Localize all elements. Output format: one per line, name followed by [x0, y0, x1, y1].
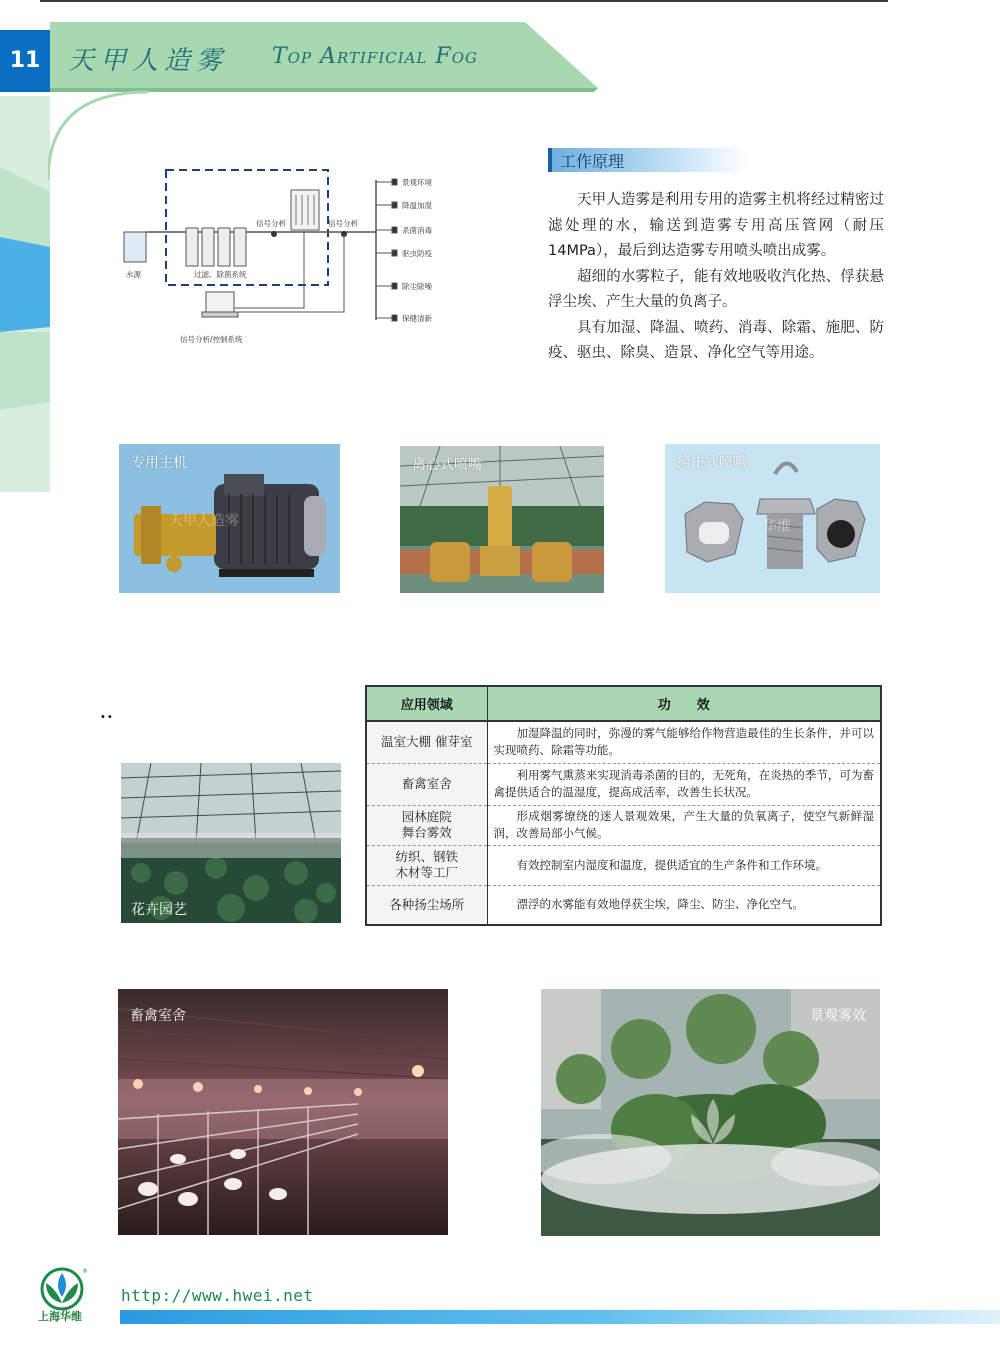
photo-main-unit: [119, 444, 340, 593]
table-cell-effect: 利用雾气熏蒸来实现消毒杀菌的目的，无死角，在炎热的季节，可为畜禽提供适合的温湿度，提高成活率，改善生长状况。: [487, 763, 881, 805]
photo-centrifugal-nozzle: [400, 446, 604, 593]
field-line: 舞台雾效: [401, 825, 452, 840]
photo-watermark: 天甲人造雾: [169, 513, 239, 529]
diagram-output: 驱虫防疫: [402, 249, 432, 258]
table-row: [366, 763, 881, 805]
table-cell-effect: 加湿降温的同时，弥漫的雾气能够给作物营造最佳的生长条件，并可以实现喷药、除霜等功能。: [487, 721, 881, 763]
table-row: [366, 885, 881, 925]
table-cell-effect: 形成烟雾缭绕的迷人景观效果，产生大量的负氧离子，使空气新鲜湿润，改善局部小气候。: [487, 805, 881, 845]
table-cell-field: [366, 763, 487, 805]
photo-flowers: [121, 763, 341, 923]
photo-poultry: [118, 989, 448, 1235]
diagram-output: 杀菌消毒: [402, 226, 432, 235]
side-decoration: [0, 92, 50, 492]
diagram-output: 除尘除噪: [402, 282, 432, 291]
diagram-label-signal-b: 信号分析: [328, 219, 358, 228]
field-line: 各种扬尘场所: [389, 896, 465, 912]
field-line: 温室大棚 催芽室: [381, 734, 473, 750]
website-url[interactable]: http://www.hwei.net: [121, 1286, 314, 1305]
photo-caption: 花卉园艺: [131, 902, 187, 918]
field-line: 畜禽室舍: [401, 776, 452, 791]
table-cell-effect: 漂浮的水雾能有效地俘获尘埃，降尘、防尘、净化空气。: [487, 885, 881, 925]
photo-caption: 畜禽室舍: [130, 1008, 186, 1024]
footer-band: [120, 1310, 1000, 1324]
field-line: 纺织、钢铁: [395, 849, 458, 864]
page-title-cn: 天甲人造雾: [68, 46, 229, 76]
table-cell-field: [366, 805, 487, 845]
table-cell-field: [366, 845, 487, 885]
table-cell-effect: 有效控制室内湿度和温度，提供适宜的生产条件和工作环境。: [487, 845, 881, 885]
table-row: [366, 721, 881, 763]
diagram-label-filter: 过滤、除菌系统: [194, 270, 247, 279]
table-header-row: [366, 686, 881, 721]
table-cell-field: [366, 721, 487, 763]
application-table: [365, 685, 882, 926]
field-line: 园林庭院: [401, 809, 452, 824]
system-diagram: [116, 160, 446, 350]
diagram-label-control: 信号分析/控制系统: [180, 335, 243, 344]
photo-watermark: 华维: [763, 519, 791, 535]
diagram-output: 降温加湿: [402, 201, 432, 210]
table-row: [366, 805, 881, 845]
diagram-label-water: 水源: [126, 270, 141, 279]
table-header-field: 应用领域: [366, 686, 487, 721]
principle-body: [548, 188, 884, 367]
principle-paragraph: 超细的水雾粒子，能有效地吸收汽化热、俘获悬浮尘埃、产生大量的负离子。: [548, 268, 884, 310]
photo-caption: 景观雾效: [810, 1008, 866, 1024]
table-cell-field: [366, 885, 487, 925]
bullet-dots: ••: [100, 712, 114, 723]
page-title-en: Top Artificial Fog: [272, 44, 478, 69]
table-row: [366, 845, 881, 885]
diagram-output: 保健清新: [402, 314, 432, 323]
svg-text:®: ®: [82, 1268, 88, 1275]
page-number: 11: [0, 30, 50, 92]
principle-heading: [548, 148, 748, 172]
photo-impact-nozzle: [665, 444, 880, 593]
photo-landscape: [541, 989, 880, 1236]
principle-heading-text: 工作原理: [560, 152, 625, 171]
photo-caption: 撞击式喷嘴: [677, 455, 747, 471]
diagram-output: 景观环境: [402, 178, 432, 187]
photo-caption: 专用主机: [131, 455, 187, 471]
table-header-effect: 功 效: [487, 686, 881, 721]
field-line: 木材等工厂: [395, 865, 458, 880]
company-logo-text: 上海华维: [38, 1310, 82, 1323]
principle-paragraph: 天甲人造雾是利用专用的造雾主机将经过精密过滤处理的水，输送到造雾专用高压管网（耐压14MPa），最后到达造雾专用喷头喷出成雾。: [548, 192, 884, 259]
photo-caption: 离心式喷嘴: [412, 457, 482, 473]
diagram-label-signal-a: 信号分析: [256, 219, 286, 228]
principle-paragraph: 具有加湿、降温、喷药、消毒、除霜、施肥、防疫、驱虫、除臭、造景、净化空气等用途。: [548, 319, 884, 361]
